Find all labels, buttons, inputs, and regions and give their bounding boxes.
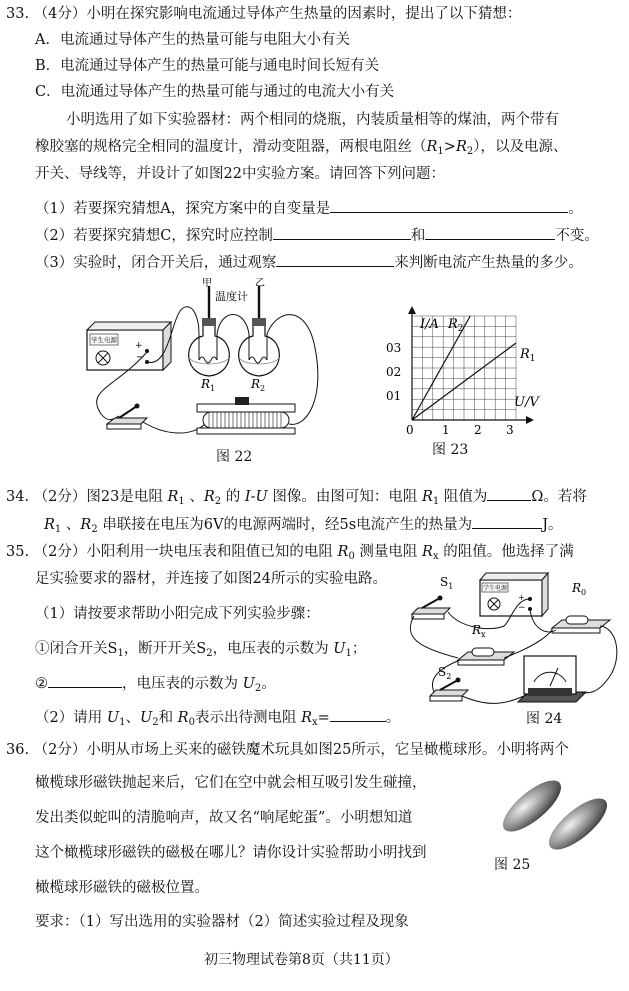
series-label-r2: $R_2$ bbox=[448, 317, 464, 334]
power-supply-label: 学生电源 bbox=[483, 585, 508, 592]
answer-blank[interactable] bbox=[487, 486, 531, 501]
flask-label-jia: 甲 bbox=[202, 278, 212, 289]
svg-text:+: + bbox=[135, 341, 143, 351]
flask-r1-label: $R_1$ bbox=[201, 377, 216, 393]
x-axis-label: U/V bbox=[514, 395, 539, 410]
page-footer: 初三物理试卷第8页（共11页） bbox=[204, 952, 399, 968]
switch-s1-icon bbox=[412, 596, 450, 620]
voltmeter-icon bbox=[518, 656, 586, 702]
q33-sub-3: （3）实验时，闭合开关后，通过观察 来判断电流产生热量的多少。 bbox=[35, 252, 583, 273]
answer-blank[interactable] bbox=[48, 673, 122, 688]
q35-line-6: （2）请用 $U_1$、$U_2$和 $R_0$表示出待测电阻 $R_x=$ 。 bbox=[35, 707, 400, 728]
x-tick-label: 3 bbox=[506, 423, 514, 437]
series-label-r1: $R_1$ bbox=[520, 347, 536, 364]
svg-text:−: − bbox=[518, 603, 526, 613]
q33-option-c: C．电流通过导体产生的热量可能与通过的电流大小有关 bbox=[35, 84, 395, 100]
q33-para-2: 橡胶塞的规格完全相同的温度计，滑动变阻器，两根电阻丝$(R_1>R_2)$，以及电源、 bbox=[35, 139, 568, 157]
svg-text:−: − bbox=[136, 352, 145, 363]
q33-option-a: A．电流通过导体产生的热量可能与电阻大小有关 bbox=[35, 32, 350, 48]
answer-blank[interactable] bbox=[425, 225, 555, 240]
figure-25-caption: 图 25 bbox=[494, 857, 531, 873]
q35-line-4: ①闭合开关$S_1$，断开开关$S_2$，电压表的示数为 $U_1$； bbox=[35, 641, 367, 659]
answer-blank[interactable] bbox=[330, 707, 386, 722]
q36-line-1: 36. （2分）小明从市场上买来的磁铁魔术玩具如图25所示，它呈橄榄球形。小明将两个 bbox=[6, 742, 569, 758]
figure-22-circuit bbox=[75, 278, 335, 448]
q35-line-2: 足实验要求的器材，并连接了如图24所示的实验电路。 bbox=[35, 571, 387, 587]
answer-blank[interactable] bbox=[273, 225, 411, 240]
r0-label: $R_0$ bbox=[572, 581, 587, 597]
answer-blank[interactable] bbox=[472, 514, 542, 529]
switch-s2-icon bbox=[430, 678, 468, 702]
q33-option-b: B．电流通过导体产生的热量可能与通电时间长短有关 bbox=[35, 58, 380, 74]
q33-sub-1: （1）若要探究猜想A，探究方案中的自变量是 。 bbox=[35, 198, 583, 219]
x-tick-label: 1 bbox=[442, 423, 450, 437]
figure-25-magnets bbox=[490, 768, 620, 858]
q33-sub-2: （2）若要探究猜想C，探究时应控制 和 不变。 bbox=[35, 225, 599, 246]
q36-line-4: 这个橄榄球形磁铁的磁极在哪儿？请你设计实验帮助小明找到 bbox=[35, 845, 427, 861]
svg-text:+: + bbox=[518, 593, 525, 602]
flask-r2-label: $R_2$ bbox=[251, 377, 266, 393]
q35-line-3: （1）请按要求帮助小阳完成下列实验步骤： bbox=[35, 606, 320, 622]
q36-line-5: 橄榄球形磁铁的磁极位置。 bbox=[35, 880, 209, 896]
switch-icon bbox=[107, 404, 147, 430]
power-supply-icon bbox=[87, 322, 171, 370]
figure-24-circuit bbox=[400, 568, 625, 710]
figure-23-chart bbox=[380, 302, 540, 442]
s2-label: $S_2$ bbox=[438, 665, 452, 681]
x-axis-arrow-icon bbox=[526, 416, 534, 424]
s1-label: $S_1$ bbox=[440, 575, 454, 591]
figure-24-caption: 图 24 bbox=[526, 711, 563, 727]
q36-line-3: 发出类似蛇叫的清脆响声，故又名“响尾蛇蛋”。小明想知道 bbox=[35, 810, 413, 826]
figure-22-caption: 图 22 bbox=[216, 449, 253, 465]
rheostat-icon bbox=[197, 397, 295, 434]
thermometer-label: 温度计 bbox=[215, 290, 248, 303]
q35-line-5: ② ，电压表的示数为 $U_2$。 bbox=[35, 673, 276, 694]
power-supply-label: 学生电源 bbox=[91, 336, 117, 344]
y-tick-label: 01 bbox=[386, 389, 402, 403]
resistor-rx-icon bbox=[458, 648, 514, 665]
answer-blank[interactable] bbox=[330, 198, 568, 213]
y-tick-label: 03 bbox=[386, 341, 402, 355]
q33-para-3: 开关、导线等，并设计了如图22中实验方案。请回答下列问题： bbox=[35, 166, 445, 182]
q34-line-2: $R_1$ 、$R_2$ 串联接在电压为6V的电源两端时，经5s电流产生的热量为 J。 bbox=[44, 514, 563, 535]
flask-label-yi: 乙 bbox=[255, 278, 265, 289]
q34-line-1: 34. （2分）图23是电阻 $R_1$ 、$R_2$ 的 I-U 图像。由图可知：电阻 $R_1$ 阻值为 Ω。若将 bbox=[6, 486, 587, 507]
figure-23-caption: 图 23 bbox=[432, 442, 469, 458]
resistor-r0-icon bbox=[552, 616, 610, 633]
q35-line-1: 35. （2分）小阳利用一块电压表和阻值已知的电阻 $R_0$ 测量电阻 $R_x$ 的阻值。他选择了满 bbox=[6, 544, 574, 562]
answer-blank[interactable] bbox=[276, 252, 394, 267]
rx-label: $R_x$ bbox=[472, 623, 486, 639]
y-axis-label: I/A bbox=[420, 317, 439, 332]
x-tick-label: 0 bbox=[406, 423, 414, 437]
y-axis-arrow-icon bbox=[408, 306, 416, 314]
x-tick-label: 2 bbox=[474, 423, 482, 437]
q36-line-2: 橄榄球形磁铁抛起来后，它们在空中就会相互吸引发生碰撞， bbox=[35, 775, 427, 791]
y-tick-label: 02 bbox=[386, 365, 402, 379]
q33-para-1: 小明选用了如下实验器材：两个相同的烧瓶，内装质量相等的煤油，两个带有 bbox=[66, 112, 559, 128]
q36-line-6: 要求：（1）写出选用的实验器材（2）简述实验过程及现象 bbox=[35, 914, 409, 930]
q33-stem: 33. （4分）小明在探究影响电流通过导体产生热量的因素时，提出了以下猜想： bbox=[6, 6, 522, 22]
power-supply-icon bbox=[480, 573, 548, 616]
